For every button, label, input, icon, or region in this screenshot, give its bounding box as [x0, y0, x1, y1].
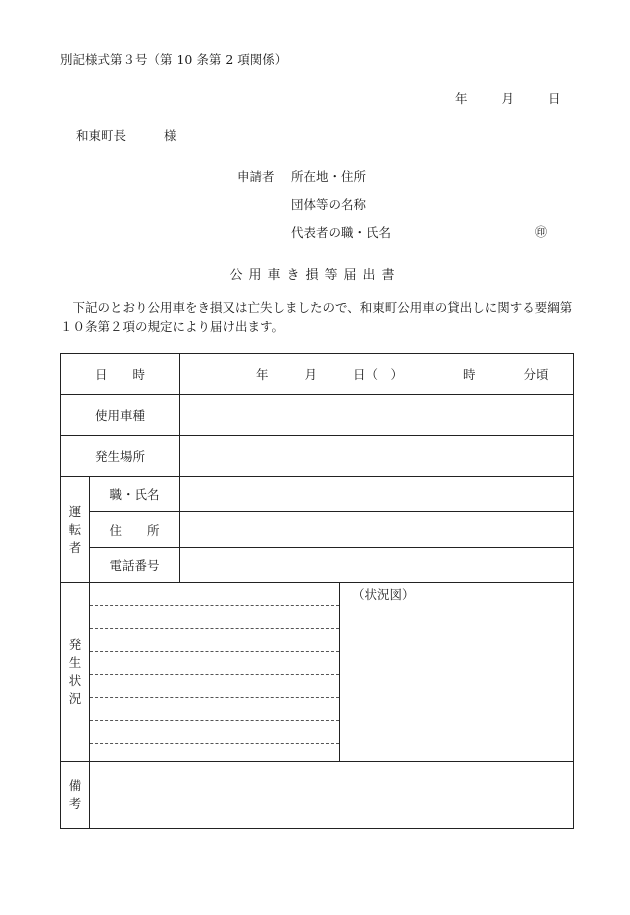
remarks-field[interactable] — [90, 762, 574, 829]
driver-address-label: 住 所 — [90, 512, 180, 548]
table-row — [61, 477, 574, 512]
situation-description-field[interactable] — [90, 583, 340, 762]
table-row — [61, 583, 574, 762]
table-row — [61, 548, 574, 583]
location-field[interactable] — [180, 436, 574, 477]
situation-section-label: 発 生 状 況 — [61, 583, 90, 762]
driver-phone-label: 電話番号 — [90, 548, 180, 583]
vehicle-type-label: 使用車種 — [61, 395, 180, 436]
applicant-label: 申請者 — [237, 169, 275, 184]
table-row — [61, 762, 574, 829]
vehicle-type-field[interactable] — [180, 395, 574, 436]
location-label: 発生場所 — [61, 436, 180, 477]
datetime-minute: 分頃 — [523, 367, 549, 382]
document-title: 公用車き損等届出書 — [229, 268, 401, 283]
datetime-label: 日 時 — [61, 354, 180, 395]
form-reference: 別記様式第３号（第 10 条第 2 項関係） — [60, 52, 288, 67]
driver-phone-field[interactable] — [180, 548, 574, 583]
driver-section-label: 運 転 者 — [61, 477, 90, 583]
driver-address-field[interactable] — [180, 512, 574, 548]
datetime-day: 日（ ） — [352, 367, 403, 382]
datetime-month: 月 — [304, 367, 317, 382]
recipient-honorific: 様 — [164, 128, 177, 143]
table-row — [61, 395, 574, 436]
date-year-label: 年 — [455, 91, 468, 106]
document-body: 下記のとおり公用車をき損又は亡失しましたので、和東町公用車の貸出しに関する要綱第１０条第２項の規定により届け出ます。 — [60, 300, 573, 334]
seal-mark: ㊞ — [535, 225, 548, 239]
recipient — [76, 126, 177, 144]
table-row — [61, 354, 574, 395]
sketch-label: （状況図） — [352, 587, 415, 602]
recipient-name: 和東町長 — [76, 128, 127, 143]
driver-name-field[interactable] — [180, 477, 574, 512]
situation-writing-lines — [90, 583, 339, 744]
situation-sketch-field[interactable] — [340, 583, 574, 762]
date-day-label: 日 — [547, 91, 561, 106]
remarks-section-label: 備 考 — [61, 762, 90, 829]
driver-name-label: 職・氏名 — [90, 477, 180, 512]
table-row — [61, 512, 574, 548]
submission-date — [455, 89, 560, 107]
datetime-hour: 時 — [462, 367, 476, 382]
applicant-org-label: 団体等の名称 — [291, 197, 367, 212]
applicant-representative-label: 代表者の職・氏名 — [291, 225, 392, 240]
applicant-address-label: 所在地・住所 — [291, 169, 367, 184]
date-month-label: 月 — [501, 91, 514, 106]
datetime-field[interactable] — [180, 354, 574, 395]
damage-report-table — [60, 353, 574, 829]
datetime-year: 年 — [256, 367, 269, 382]
table-row — [61, 436, 574, 477]
